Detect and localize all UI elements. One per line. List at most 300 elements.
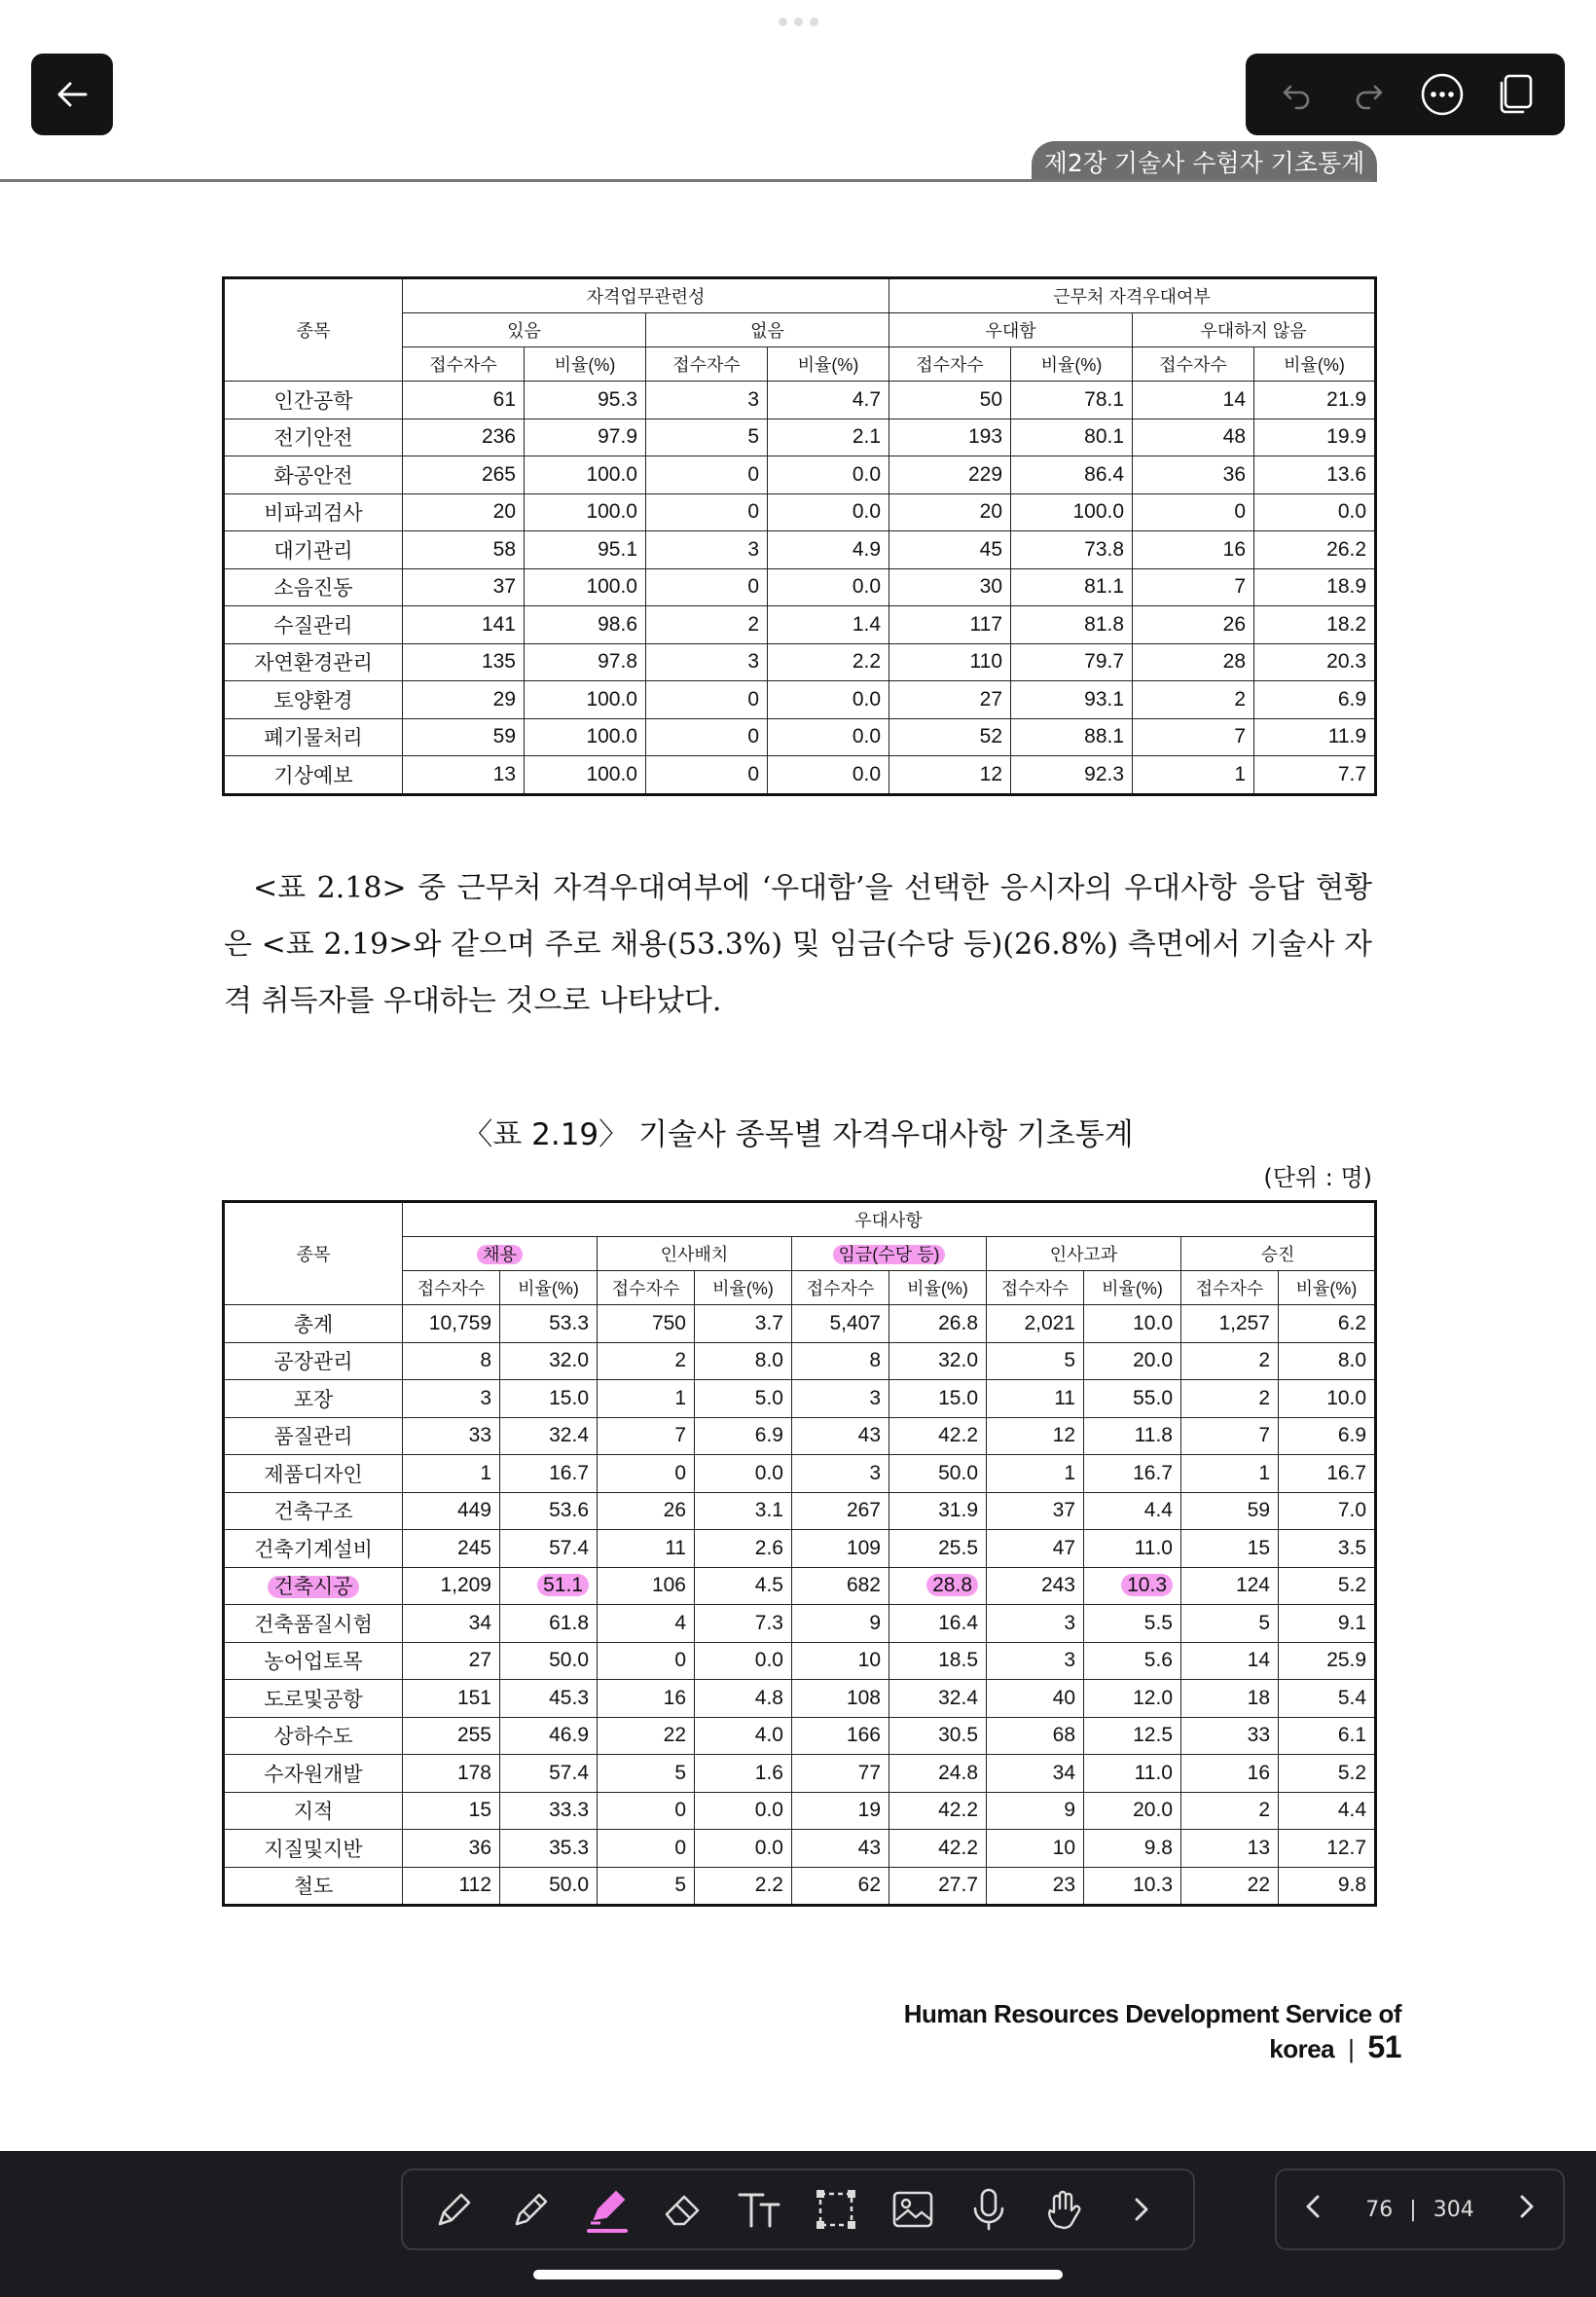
col-header-rate: 비율(%) xyxy=(1011,347,1133,382)
cell-value: 7.7 xyxy=(1254,756,1376,795)
cell-text: 14 xyxy=(1247,1649,1270,1672)
cell-value: 0.0 xyxy=(768,568,889,606)
table-row xyxy=(224,456,1376,494)
cell-value xyxy=(695,1680,792,1718)
cell-text: 6.9 xyxy=(1337,1424,1367,1447)
subheader-preferred: 우대함 xyxy=(889,313,1133,347)
cell-value xyxy=(500,1605,598,1643)
category-header xyxy=(987,1237,1181,1271)
cell-value xyxy=(889,1342,987,1380)
row-label-text: 상하수도 xyxy=(273,1726,353,1749)
cell-value: 0 xyxy=(1133,493,1254,531)
table-row xyxy=(224,1680,1376,1718)
col-header-count: 접수자수 xyxy=(987,1271,1084,1305)
cell-text: 5.0 xyxy=(754,1386,783,1409)
cell-value xyxy=(1084,1680,1181,1718)
image-icon xyxy=(890,2187,935,2232)
cell-text: 31.9 xyxy=(938,1499,978,1522)
table-row xyxy=(224,1342,1376,1380)
cell-value xyxy=(403,1455,500,1493)
cell-text: 1.6 xyxy=(754,1761,783,1784)
table-row xyxy=(224,1455,1376,1493)
cell-value xyxy=(695,1792,792,1830)
cell-text: 4.5 xyxy=(754,1574,783,1597)
cell-value: 0 xyxy=(646,493,768,531)
row-label xyxy=(224,1305,403,1343)
cell-value: 92.3 xyxy=(1011,756,1133,795)
cell-text: 20.0 xyxy=(1133,1799,1173,1822)
cell-text: 50.0 xyxy=(549,1649,589,1672)
row-label-text: 지적 xyxy=(293,1801,334,1824)
eraser-tool[interactable] xyxy=(656,2182,710,2237)
table-row xyxy=(224,681,1376,719)
row-label xyxy=(224,1867,403,1906)
cell-text: 32.4 xyxy=(549,1424,589,1447)
cell-text: 36 xyxy=(468,1836,491,1859)
cell-text: 34 xyxy=(1052,1761,1075,1784)
cell-value xyxy=(1279,1830,1376,1868)
cell-value xyxy=(1084,1342,1181,1380)
cell-value: 78.1 xyxy=(1011,382,1133,419)
cell-text: 109 xyxy=(846,1536,881,1559)
cell-value xyxy=(1084,1567,1181,1605)
cell-value xyxy=(500,1342,598,1380)
cell-value: 26.2 xyxy=(1254,531,1376,569)
category-header xyxy=(598,1237,792,1271)
cell-value xyxy=(500,1380,598,1418)
subheader-not-preferred: 우대하지 않음 xyxy=(1133,313,1376,347)
table-row xyxy=(224,1830,1376,1868)
cell-text: 4.4 xyxy=(1337,1799,1367,1822)
voice-record-tool[interactable] xyxy=(961,2182,1016,2237)
cell-text: 32.0 xyxy=(549,1349,589,1372)
cell-value xyxy=(889,1717,987,1755)
cell-value xyxy=(987,1605,1084,1643)
table-row xyxy=(224,643,1376,681)
cell-value xyxy=(1181,1380,1279,1418)
home-indicator[interactable] xyxy=(533,2270,1063,2279)
cell-text: 16 xyxy=(663,1686,686,1709)
cell-text: 3.1 xyxy=(754,1499,783,1522)
cell-value xyxy=(695,1380,792,1418)
cell-text: 34 xyxy=(468,1611,491,1634)
cell-value xyxy=(403,1830,500,1868)
cell-value xyxy=(695,1755,792,1793)
cell-value xyxy=(1181,1642,1279,1680)
cell-text: 50.0 xyxy=(549,1874,589,1897)
cell-value xyxy=(1084,1792,1181,1830)
col-header-rate: 비율(%) xyxy=(525,347,646,382)
row-label-text: 건축시공 xyxy=(268,1576,358,1598)
cell-text: 5 xyxy=(674,1761,686,1784)
table-row xyxy=(224,1717,1376,1755)
cell-value xyxy=(889,1605,987,1643)
row-label xyxy=(224,1830,403,1868)
cell-text: 12.5 xyxy=(1133,1724,1173,1747)
cell-text: 6.9 xyxy=(754,1424,783,1447)
cell-value xyxy=(1181,1867,1279,1906)
cell-text: 10.0 xyxy=(1133,1311,1173,1334)
cell-text: 16.4 xyxy=(938,1611,978,1634)
cell-value xyxy=(1279,1755,1376,1793)
cell-value xyxy=(598,1380,695,1418)
row-label: 대기관리 xyxy=(224,531,403,569)
category-header xyxy=(1181,1237,1376,1271)
cell-value: 13.6 xyxy=(1254,456,1376,494)
cell-text: 59 xyxy=(1247,1499,1270,1522)
cell-text: 5.2 xyxy=(1337,1761,1367,1784)
row-label: 소음진동 xyxy=(224,568,403,606)
text-icon xyxy=(736,2187,784,2232)
cell-text: 33 xyxy=(468,1424,491,1447)
cell-value: 20 xyxy=(403,493,525,531)
category-header xyxy=(403,1237,598,1271)
text-tool[interactable] xyxy=(733,2182,787,2237)
cell-text: 151 xyxy=(456,1686,491,1709)
cell-text: 47 xyxy=(1052,1536,1075,1559)
cell-value xyxy=(792,1642,889,1680)
cell-text: 2.2 xyxy=(754,1874,783,1897)
cell-value xyxy=(403,1867,500,1906)
cell-value: 135 xyxy=(403,643,525,681)
table-row xyxy=(224,1792,1376,1830)
cell-value xyxy=(889,1642,987,1680)
cell-value xyxy=(500,1867,598,1906)
cell-value xyxy=(987,1567,1084,1605)
cell-value xyxy=(792,1830,889,1868)
cell-value: 100.0 xyxy=(525,718,646,756)
unit-label: (단위 : 명) xyxy=(1263,1164,1372,1191)
highlighter-tool[interactable] xyxy=(580,2182,635,2237)
cell-text: 2 xyxy=(674,1349,686,1372)
more-icon xyxy=(1420,72,1465,117)
cell-value xyxy=(403,1642,500,1680)
cell-text: 27 xyxy=(468,1649,491,1672)
cell-value: 193 xyxy=(889,419,1011,456)
cell-value: 95.1 xyxy=(525,531,646,569)
cell-value xyxy=(987,1830,1084,1868)
cell-text: 57.4 xyxy=(549,1536,589,1559)
chapter-header: 제2장 기술사 수험자 기초통계 xyxy=(1032,141,1377,182)
cell-value xyxy=(403,1380,500,1418)
cell-text: 1 xyxy=(480,1461,491,1484)
top-toolbar xyxy=(1246,54,1565,135)
cell-value: 1.4 xyxy=(768,606,889,644)
cell-text: 4 xyxy=(674,1611,686,1634)
cell-value: 20.3 xyxy=(1254,643,1376,681)
table-row xyxy=(224,1642,1376,1680)
cell-value xyxy=(987,1717,1084,1755)
cell-value xyxy=(1084,1305,1181,1343)
cell-value xyxy=(598,1305,695,1343)
copy-pages-icon xyxy=(1496,73,1535,116)
cell-value: 52 xyxy=(889,718,1011,756)
cell-value: 18.9 xyxy=(1254,568,1376,606)
cell-value xyxy=(695,1867,792,1906)
lasso-select-tool[interactable] xyxy=(809,2182,863,2237)
cell-value xyxy=(987,1417,1084,1455)
cell-value xyxy=(598,1492,695,1530)
cell-text: 750 xyxy=(651,1311,686,1334)
cell-value xyxy=(1084,1867,1181,1906)
cell-text: 23 xyxy=(1052,1874,1075,1897)
cell-text: 2 xyxy=(1258,1386,1270,1409)
cell-value xyxy=(792,1867,889,1906)
table-row xyxy=(224,1567,1376,1605)
cell-text: 12 xyxy=(1052,1424,1075,1447)
cell-value xyxy=(792,1305,889,1343)
cell-value: 97.9 xyxy=(525,419,646,456)
pencil-tool[interactable] xyxy=(504,2182,559,2237)
cell-value xyxy=(1181,1567,1279,1605)
cell-text: 3.5 xyxy=(1337,1536,1367,1559)
cell-value xyxy=(889,1755,987,1793)
page-indicator[interactable] xyxy=(1365,2198,1473,2222)
cell-text: 57.4 xyxy=(549,1761,589,1784)
cell-value: 4.7 xyxy=(768,382,889,419)
cell-value xyxy=(403,1755,500,1793)
more-options-button[interactable] xyxy=(1419,71,1466,118)
cell-value: 98.6 xyxy=(525,606,646,644)
cell-value: 88.1 xyxy=(1011,718,1133,756)
cell-text: 5.4 xyxy=(1337,1686,1367,1709)
cell-value xyxy=(792,1342,889,1380)
previous-page-button[interactable] xyxy=(1302,2191,1325,2228)
cell-value xyxy=(889,1530,987,1568)
category-label: 채용 xyxy=(477,1245,523,1264)
cell-text: 2 xyxy=(1258,1799,1270,1822)
undo-button[interactable] xyxy=(1273,71,1320,118)
cell-value: 30 xyxy=(889,568,1011,606)
cell-text: 26.8 xyxy=(938,1311,978,1334)
cell-text: 51.1 xyxy=(537,1574,589,1596)
next-page-button[interactable] xyxy=(1514,2191,1538,2228)
cell-value: 100.0 xyxy=(525,681,646,719)
image-tool[interactable] xyxy=(886,2182,940,2237)
cell-text: 16.7 xyxy=(1133,1461,1173,1484)
table-row xyxy=(224,756,1376,795)
hand-icon xyxy=(1042,2187,1087,2232)
cell-value xyxy=(889,1492,987,1530)
qualification-relevance-table xyxy=(222,276,1377,796)
cell-value xyxy=(1181,1342,1279,1380)
cell-value xyxy=(1084,1530,1181,1568)
cell-value: 18.2 xyxy=(1254,606,1376,644)
row-label-text: 농어업토목 xyxy=(264,1651,363,1674)
cell-value xyxy=(1084,1830,1181,1868)
cell-value xyxy=(792,1567,889,1605)
cell-value xyxy=(403,1342,500,1380)
cell-text: 5.5 xyxy=(1143,1611,1173,1634)
cell-value xyxy=(792,1755,889,1793)
table-row xyxy=(224,531,1376,569)
cell-value xyxy=(792,1380,889,1418)
cell-text: 46.9 xyxy=(549,1724,589,1747)
cell-text: 124 xyxy=(1235,1574,1270,1597)
cell-text: 4.8 xyxy=(754,1686,783,1709)
row-label: 인간공학 xyxy=(224,382,403,419)
preference-type-table xyxy=(222,1200,1377,1907)
highlighter-icon xyxy=(585,2184,630,2235)
cell-value xyxy=(500,1642,598,1680)
cell-value xyxy=(598,1642,695,1680)
row-label xyxy=(224,1380,403,1418)
cell-text: 11.0 xyxy=(1134,1761,1173,1784)
cell-text: 32.4 xyxy=(938,1686,978,1709)
cell-text: 11 xyxy=(1054,1386,1075,1409)
row-label xyxy=(224,1642,403,1680)
cell-value: 26 xyxy=(1133,606,1254,644)
cell-value xyxy=(598,1717,695,1755)
cell-text: 19 xyxy=(857,1799,881,1822)
cell-text: 255 xyxy=(456,1724,491,1747)
cell-value xyxy=(1181,1680,1279,1718)
cell-value xyxy=(403,1717,500,1755)
table-row xyxy=(224,419,1376,456)
redo-button[interactable] xyxy=(1346,71,1393,118)
cell-value xyxy=(1084,1380,1181,1418)
arrow-left-icon xyxy=(53,75,91,114)
cell-value xyxy=(889,1830,987,1868)
cell-text: 12.7 xyxy=(1326,1836,1367,1859)
cell-value xyxy=(987,1530,1084,1568)
cell-value: 1 xyxy=(1133,756,1254,795)
cell-value xyxy=(695,1642,792,1680)
cell-value xyxy=(695,1492,792,1530)
table-row xyxy=(224,1380,1376,1418)
cell-text: 8 xyxy=(480,1349,491,1372)
cell-text: 10.3 xyxy=(1121,1574,1173,1596)
cell-value: 100.0 xyxy=(525,493,646,531)
cell-text: 15 xyxy=(1247,1536,1270,1559)
cell-value xyxy=(889,1867,987,1906)
row-label xyxy=(224,1567,403,1605)
cell-text: 33.3 xyxy=(549,1799,589,1822)
row-label-text: 공장관리 xyxy=(273,1351,353,1374)
chevron-right-icon xyxy=(1514,2191,1538,2222)
cell-value: 229 xyxy=(889,456,1011,494)
cell-value xyxy=(1279,1305,1376,1343)
cell-value: 2 xyxy=(646,606,768,644)
cell-value xyxy=(1181,1530,1279,1568)
cell-value: 6.9 xyxy=(1254,681,1376,719)
cell-value xyxy=(1084,1455,1181,1493)
cell-value xyxy=(1181,1492,1279,1530)
row-label-text: 도로및공항 xyxy=(264,1688,363,1711)
cell-text: 10 xyxy=(1052,1836,1075,1859)
cell-value xyxy=(1279,1642,1376,1680)
cell-value: 37 xyxy=(403,568,525,606)
cell-text: 15 xyxy=(468,1799,491,1822)
cell-text: 11 xyxy=(665,1536,686,1559)
cell-value xyxy=(889,1792,987,1830)
cell-value xyxy=(403,1792,500,1830)
cell-text: 12.0 xyxy=(1133,1686,1173,1709)
cell-text: 1 xyxy=(1064,1461,1075,1484)
cell-value xyxy=(695,1417,792,1455)
cell-text: 30.5 xyxy=(938,1724,978,1747)
pages-button[interactable] xyxy=(1492,71,1539,118)
cell-text: 40 xyxy=(1052,1686,1075,1709)
cell-value xyxy=(792,1530,889,1568)
cell-value: 2 xyxy=(1133,681,1254,719)
cell-text: 37 xyxy=(1052,1499,1075,1522)
row-label-text: 품질관리 xyxy=(273,1426,353,1449)
more-tools-button[interactable] xyxy=(1114,2182,1169,2237)
cell-value xyxy=(1084,1642,1181,1680)
redo-icon xyxy=(1352,77,1387,112)
cell-value xyxy=(500,1755,598,1793)
cell-text: 7.0 xyxy=(1337,1499,1367,1522)
row-label-text: 지질및지반 xyxy=(264,1838,363,1861)
cell-value: 7 xyxy=(1133,568,1254,606)
cell-value xyxy=(403,1530,500,1568)
cell-value: 16 xyxy=(1133,531,1254,569)
cell-value xyxy=(598,1792,695,1830)
cell-value xyxy=(403,1417,500,1455)
cell-value xyxy=(598,1342,695,1380)
cell-value: 80.1 xyxy=(1011,419,1133,456)
pen-tool[interactable] xyxy=(427,2182,482,2237)
pen-icon xyxy=(432,2187,477,2232)
cell-value xyxy=(1279,1605,1376,1643)
cell-value: 100.0 xyxy=(525,568,646,606)
cell-text: 35.3 xyxy=(549,1836,589,1859)
cell-value xyxy=(1084,1605,1181,1643)
cell-text: 106 xyxy=(651,1574,686,1597)
cell-text: 2 xyxy=(1258,1349,1270,1372)
cell-value: 5 xyxy=(646,419,768,456)
cell-value xyxy=(889,1380,987,1418)
row-label: 전기안전 xyxy=(224,419,403,456)
cell-value xyxy=(500,1305,598,1343)
cell-text: 55.0 xyxy=(1133,1386,1173,1409)
cell-value xyxy=(1181,1455,1279,1493)
cell-value: 0.0 xyxy=(768,718,889,756)
cell-value xyxy=(695,1305,792,1343)
cell-value xyxy=(889,1305,987,1343)
cell-text: 0.0 xyxy=(754,1649,783,1672)
cell-text: 3 xyxy=(869,1461,881,1484)
col-header-count: 접수자수 xyxy=(792,1271,889,1305)
cell-text: 1 xyxy=(1258,1461,1270,1484)
hand-tool[interactable] xyxy=(1037,2182,1092,2237)
col-header-rate: 비율(%) xyxy=(889,1271,987,1305)
body-paragraph: <표 2.18> 중 근무처 자격우대여부에 ‘우대함’을 선택한 응시자의 우대사항 응답 현황은 <표 2.19>와 같으며 주로 채용(53.3%) 및 임금(수당 등)(26.8%) 측면에서 기술사 자격 취득자를 우대하는 것으로 나타났다. xyxy=(224,871,1372,1018)
cell-text: 24.8 xyxy=(938,1761,978,1784)
group-header-preference: 근무처 자격우대여부 xyxy=(889,278,1376,313)
cell-value xyxy=(1279,1417,1376,1455)
table-row xyxy=(224,718,1376,756)
row-label xyxy=(224,1605,403,1643)
cell-value xyxy=(1279,1680,1376,1718)
col-header-count: 접수자수 xyxy=(598,1271,695,1305)
window-handle-dots[interactable] xyxy=(777,18,819,27)
cell-value xyxy=(403,1567,500,1605)
cell-text: 178 xyxy=(456,1761,491,1784)
back-button[interactable] xyxy=(31,54,113,135)
cell-value: 20 xyxy=(889,493,1011,531)
cell-text: 5 xyxy=(1064,1349,1075,1372)
cell-value xyxy=(403,1680,500,1718)
cell-value xyxy=(500,1680,598,1718)
row-label-text: 건축품질시험 xyxy=(254,1613,373,1636)
cell-text: 9.8 xyxy=(1337,1874,1367,1897)
cell-value xyxy=(1279,1717,1376,1755)
cell-text: 10.3 xyxy=(1133,1874,1173,1897)
total-pages: 304 xyxy=(1433,2197,1474,2222)
cell-text: 3 xyxy=(1064,1649,1075,1672)
